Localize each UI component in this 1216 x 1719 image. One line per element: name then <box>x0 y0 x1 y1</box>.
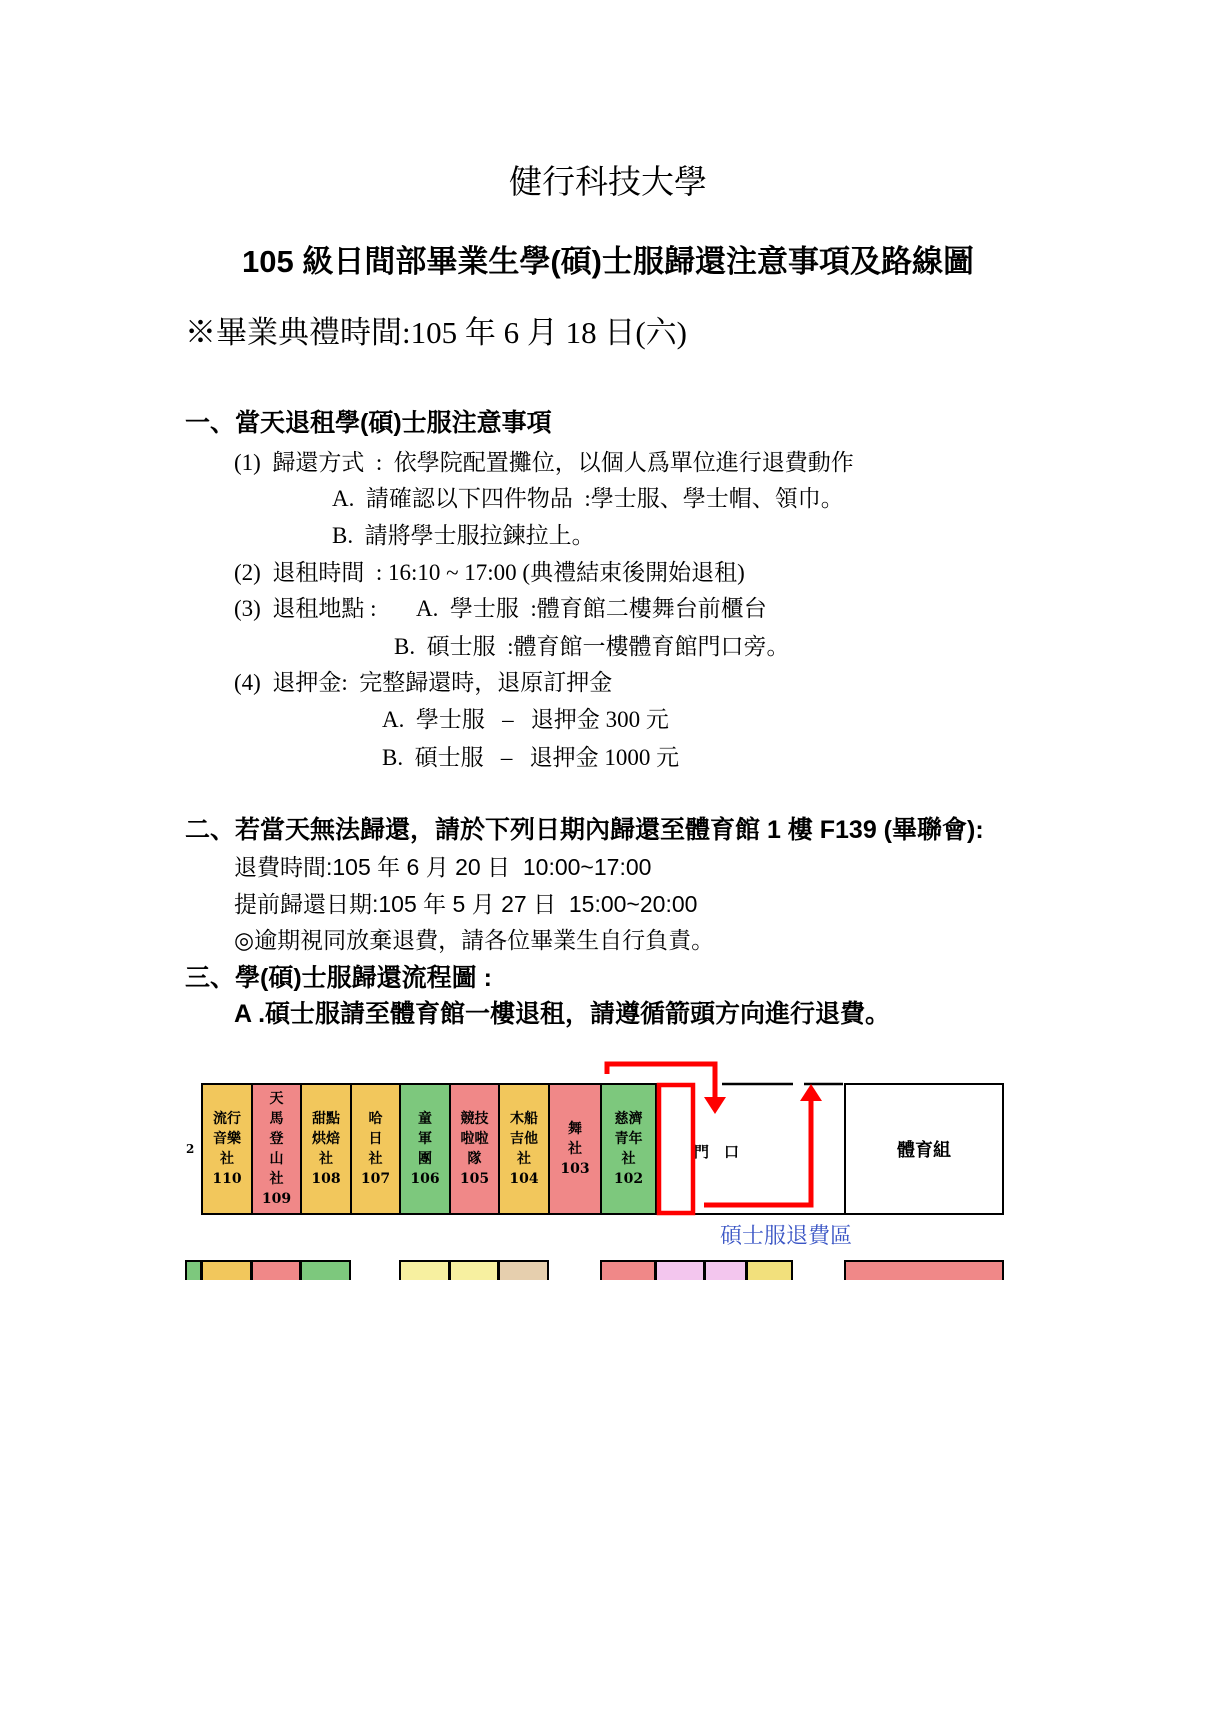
lower-club-booth <box>399 1260 450 1280</box>
page-title: 健行科技大學 <box>509 165 707 201</box>
club-booth-label: 109 <box>261 1191 292 1207</box>
lower-club-booth <box>201 1260 252 1280</box>
lower-club-booth <box>655 1260 705 1280</box>
club-booth <box>500 1085 550 1213</box>
club-booth-label: 甜點 <box>312 1111 340 1127</box>
club-booth <box>401 1085 451 1213</box>
overdue-notice: ◎逾期視同放棄退費，請各位畢業生自行負責。 <box>234 927 715 953</box>
club-booth-label: 木船 <box>510 1111 538 1127</box>
club-booth-label: 社 <box>368 1151 383 1167</box>
master-gown-refund-zone-label: 碩士服退費區 <box>720 1223 853 1248</box>
sports-office-box <box>844 1083 1004 1215</box>
club-booth-label: 登 <box>269 1131 284 1147</box>
lower-club-booth <box>844 1260 1004 1280</box>
club-booth <box>602 1085 657 1213</box>
club-booth-label: 吉他 <box>510 1131 538 1147</box>
deposit-refund: (4) 退押金: 完整歸還時，退原訂押金 <box>234 670 613 695</box>
club-booth-label: 童 <box>418 1111 432 1127</box>
club-booth <box>550 1085 602 1213</box>
plan-edge-label: 2 <box>186 1142 195 1156</box>
club-booth-label: 軍 <box>418 1131 432 1147</box>
deposit-refund-b: B. 碩士服 – 退押金 1000 元 <box>382 745 680 770</box>
club-booth-label: 108 <box>311 1171 341 1187</box>
return-method-a: A. 請確認以下四件物品 :學士服、學士帽、領巾。 <box>332 486 844 511</box>
gym-entrance-area <box>657 1083 844 1215</box>
deposit-refund-a: A. 學士服 – 退押金 300 元 <box>382 707 669 732</box>
page-subtitle: 105 級日間部畢業生學(碩)士服歸還注意事項及路線圖 <box>242 244 974 279</box>
club-booth-label: 流行 <box>213 1111 241 1127</box>
return-method: (1) 歸還方式 : 依學院配置攤位，以個人爲單位進行退費動作 <box>234 450 854 475</box>
lower-club-booth <box>251 1260 301 1280</box>
early-return-date: 提前歸還日期:105 年 5 月 27 日 15:00~20:00 <box>234 891 698 917</box>
return-time: (2) 退租時間 : 16:10 ~ 17:00 (典禮結束後開始退租) <box>234 560 745 585</box>
club-booth-label: 日 <box>368 1131 383 1147</box>
club-booth-label: 音樂 <box>213 1131 241 1147</box>
club-booth-label: 105 <box>459 1171 490 1187</box>
lower-club-booth <box>704 1260 747 1280</box>
club-booth-label: 隊 <box>467 1151 482 1167</box>
return-method-b: B. 請將學士服拉鍊拉上。 <box>332 523 595 548</box>
lower-club-booth <box>185 1260 202 1280</box>
club-booth-label: 青年 <box>614 1131 643 1147</box>
bottom-booth-row <box>0 1260 1216 1280</box>
lower-club-booth <box>449 1260 499 1280</box>
club-booth-label: 競技 <box>460 1111 489 1127</box>
club-booth-label: 社 <box>621 1151 636 1167</box>
club-booth-label: 團 <box>418 1151 432 1167</box>
refund-time: 退費時間:105 年 6 月 20 日 10:00~17:00 <box>234 854 652 880</box>
section3-heading: 三、學(碩)士服歸還流程圖 : <box>185 964 492 992</box>
club-booth-label: 102 <box>613 1171 644 1187</box>
club-booth-label: 馬 <box>269 1111 284 1127</box>
club-booth-label: 社 <box>269 1171 284 1187</box>
club-booth-label: 啦啦 <box>460 1131 489 1147</box>
club-booth-label: 社 <box>517 1151 531 1167</box>
lower-club-booth <box>498 1260 549 1280</box>
club-booth-label: 烘焙 <box>312 1131 340 1147</box>
club-booth <box>352 1085 401 1213</box>
gym-entrance-label: 門 口 <box>694 1143 740 1161</box>
club-booth-label: 社 <box>319 1151 333 1167</box>
club-booth-label: 社 <box>568 1141 582 1157</box>
club-booth-label: 舞 <box>568 1121 582 1137</box>
club-booth <box>253 1085 302 1213</box>
club-booth <box>451 1085 500 1213</box>
ceremony-time: ※畢業典禮時間:105 年 6 月 18 日(六) <box>185 315 688 350</box>
club-booth <box>302 1085 352 1213</box>
section2-heading: 二、若當天無法歸還，請於下列日期內歸還至體育館 1 樓 F139 (畢聯會): <box>185 816 984 844</box>
club-booth-label: 103 <box>560 1161 590 1177</box>
booth-row <box>201 1083 657 1215</box>
lower-club-booth <box>300 1260 351 1280</box>
club-booth-label: 107 <box>360 1171 391 1187</box>
club-booth-label: 社 <box>220 1151 234 1167</box>
club-booth-label: 慈濟 <box>614 1111 643 1127</box>
club-booth <box>203 1085 253 1213</box>
section1-heading: 一、當天退租學(碩)士服注意事項 <box>185 409 552 437</box>
club-booth-label: 110 <box>212 1171 242 1187</box>
flow-instruction: A .碩士服請至體育館一樓退租，請遵循箭頭方向進行退費。 <box>234 1000 891 1028</box>
return-location-a: A. 學士服 :體育館二樓舞台前櫃台 <box>416 596 767 621</box>
club-booth-label: 哈 <box>368 1111 383 1127</box>
club-booth-label: 104 <box>509 1171 539 1187</box>
club-booth-label: 山 <box>269 1151 284 1167</box>
lower-club-booth <box>600 1260 656 1280</box>
return-location-b: B. 碩士服 :體育館一樓體育館門口旁。 <box>394 634 790 659</box>
club-booth-label: 天 <box>269 1091 284 1107</box>
club-booth-label: 106 <box>410 1171 440 1187</box>
return-location-label: (3) 退租地點 : <box>234 596 377 621</box>
sports-office-label: 體育組 <box>897 1140 951 1161</box>
lower-club-booth <box>746 1260 793 1280</box>
